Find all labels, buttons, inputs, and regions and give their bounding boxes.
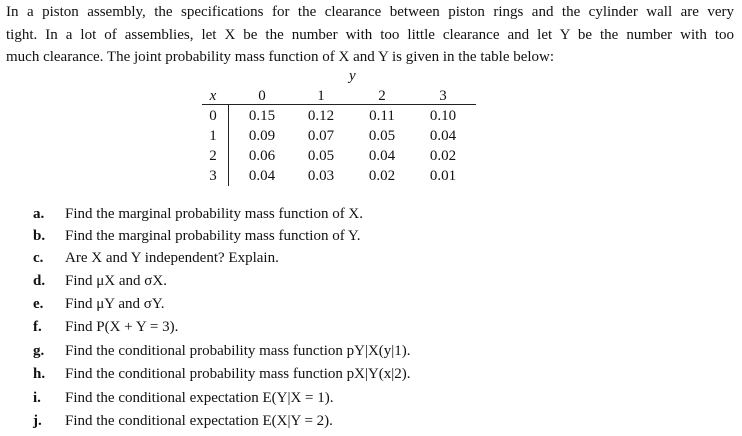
question-text: Find the conditional expectation E(X|Y = 2). <box>65 413 333 429</box>
y-axis-label: y <box>349 68 356 84</box>
table-cell: 0.02 <box>429 148 457 164</box>
question-letter: g. <box>33 343 45 359</box>
x-value: 0 <box>209 108 217 124</box>
question-text: Find the conditional probability mass function pX|Y(x|2). <box>65 366 411 382</box>
table-cell: 0.04 <box>248 168 276 184</box>
x-value: 3 <box>209 168 217 184</box>
question-text: Find the marginal probability mass function of X. <box>65 206 364 222</box>
question-letter: b. <box>33 228 46 244</box>
table-cell: 0.02 <box>368 168 396 184</box>
question-text: Are X and Y independent? Explain. <box>65 250 279 266</box>
table-cell: 0.01 <box>429 168 457 184</box>
table-cell: 0.10 <box>429 108 457 124</box>
table-cell: 0.05 <box>368 128 396 144</box>
table-header-divider <box>202 104 476 105</box>
x-value: 2 <box>209 148 217 164</box>
question-text: Find the conditional probability mass function pY|X(y|1). <box>65 343 411 359</box>
table-cell: 0.09 <box>248 128 276 144</box>
question-text: Find the marginal probability mass function of Y. <box>65 228 361 244</box>
question-letter: h. <box>33 366 46 382</box>
table-x-column-divider <box>228 104 229 186</box>
question-letter: a. <box>33 206 45 222</box>
intro-line-1: In a piston assembly, the specifications for the clearance between piston rings and the cylinder wall are very <box>6 4 734 20</box>
table-cell: 0.12 <box>307 108 335 124</box>
question-text: Find P(X + Y = 3). <box>65 319 179 335</box>
y-header-3: 3 <box>439 88 447 104</box>
question-letter: f. <box>33 319 42 335</box>
y-header-2: 2 <box>378 88 386 104</box>
question-text: Find the conditional expectation E(Y|X = 1). <box>65 390 334 406</box>
table-cell: 0.03 <box>307 168 335 184</box>
y-header-1: 1 <box>317 88 325 104</box>
question-letter: c. <box>33 250 44 266</box>
question-letter: d. <box>33 273 46 289</box>
table-cell: 0.04 <box>368 148 396 164</box>
table-cell: 0.07 <box>307 128 335 144</box>
table-cell: 0.11 <box>369 108 395 124</box>
question-text: Find μX and σX. <box>65 273 167 289</box>
question-text: Find μY and σY. <box>65 296 165 312</box>
question-letter: j. <box>33 413 42 429</box>
problem-statement <box>6 1 734 69</box>
intro-line-3: much clearance. The joint probability mass function of X and Y is given in the table below: <box>6 49 555 65</box>
x-value: 1 <box>209 128 217 144</box>
table-cell: 0.06 <box>248 148 276 164</box>
table-cell: 0.04 <box>429 128 457 144</box>
question-letter: i. <box>33 390 41 406</box>
question-letter: e. <box>33 296 44 312</box>
table-cell: 0.15 <box>248 108 276 124</box>
x-column-header: x <box>209 88 217 104</box>
table-cell: 0.05 <box>307 148 335 164</box>
y-header-0: 0 <box>258 88 266 104</box>
intro-line-2: tight. In a lot of assemblies, let X be the number with too little clearance and let Y be the number with too <box>6 26 734 43</box>
